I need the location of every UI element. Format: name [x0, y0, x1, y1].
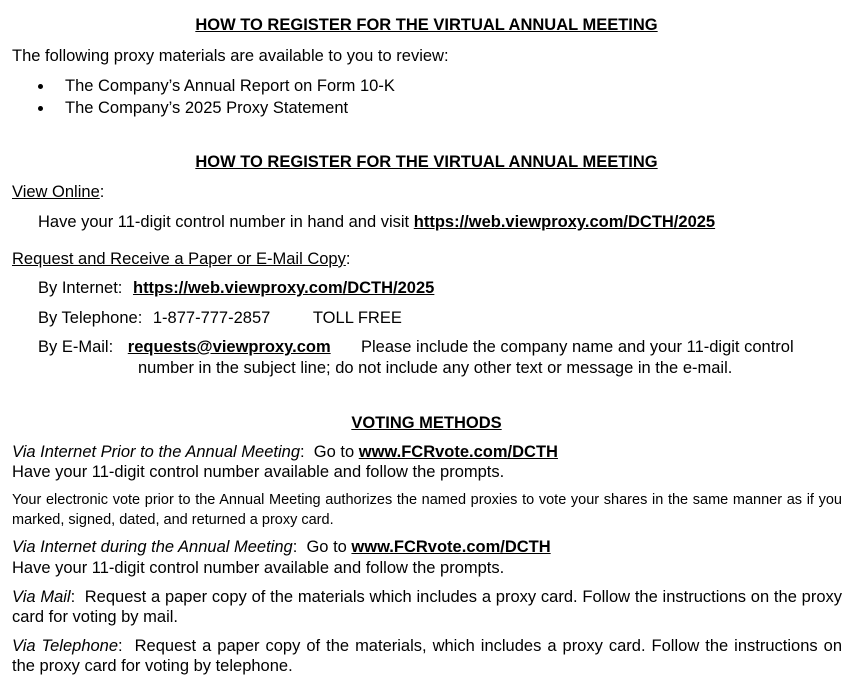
via-mail-label: Via Mail — [12, 588, 71, 606]
request-label: Request and Receive a Paper or E-Mail Copy — [12, 250, 346, 268]
via-internet-prior-label: Via Internet Prior to the Annual Meeting — [12, 443, 301, 461]
via-telephone-paragraph: Via Telephone: Request a paper copy of the materials, which includes a proxy card. Follow the instructions on the proxy card for voting by telephone. — [12, 637, 842, 675]
email-link[interactable]: requests@viewproxy.com — [127, 338, 331, 356]
view-online-label: View Online — [12, 183, 100, 201]
go-to-text: Go to — [313, 443, 355, 461]
bullet-icon — [38, 106, 43, 111]
via-internet-prior-text: Have your 11-digit control number available and follow the prompts. — [12, 463, 505, 481]
bullet-icon — [38, 84, 43, 89]
request-row: Request and Receive a Paper or E-Mail Copy: — [12, 250, 351, 268]
via-telephone-text: Request a paper copy of the materials, which includes a proxy card. Follow the instructions on the proxy card for voting by telephone. — [12, 637, 842, 675]
view-online-link[interactable]: https://web.viewproxy.com/DCTH/2025 — [413, 213, 716, 231]
view-online-text: Have your 11-digit control number in hand and visit — [38, 213, 410, 231]
section2-heading: HOW TO REGISTER FOR THE VIRTUAL ANNUAL MEETING — [195, 153, 658, 171]
internet-label: By Internet: — [38, 279, 123, 297]
telephone-number: 1-877-777-2857 — [152, 309, 271, 327]
internet-row — [38, 278, 434, 298]
list-item: The Company’s Annual Report on Form 10-K — [65, 77, 395, 95]
fcrvote-link[interactable]: www.FCRvote.com/DCTH — [351, 538, 551, 556]
intro-text: The following proxy materials are available to you to review: — [12, 47, 449, 65]
via-internet-during-label: Via Internet during the Annual Meeting — [12, 538, 293, 556]
email-label: By E-Mail: — [38, 338, 114, 356]
via-mail-paragraph: Via Mail: Request a paper copy of the materials which includes a proxy card. Follow the instructions on the proxy card for voting by mail. — [12, 588, 842, 626]
via-telephone-label: Via Telephone — [12, 637, 119, 655]
email-instruction-line1: Please include the company name and your 11-digit control — [361, 338, 794, 356]
view-online-row: View Online: — [12, 183, 105, 201]
view-online-instruction — [38, 212, 715, 232]
via-mail-text: Request a paper copy of the materials which includes a proxy card. Follow the instructions on the proxy card for voting by mail. — [12, 588, 842, 626]
toll-free-note: TOLL FREE — [312, 309, 402, 327]
email-row — [38, 337, 331, 357]
email-instruction-line2: number in the subject line; do not include any other text or message in the e-mail. — [138, 359, 733, 377]
fcrvote-link[interactable]: www.FCRvote.com/DCTH — [358, 443, 558, 461]
telephone-label: By Telephone: — [38, 309, 143, 327]
via-internet-during-text: Have your 11-digit control number available and follow the prompts. — [12, 559, 505, 577]
section1-heading: HOW TO REGISTER FOR THE VIRTUAL ANNUAL MEETING — [195, 16, 658, 34]
via-internet-prior-row: Via Internet Prior to the Annual Meeting: Go to www.FCRvote.com/DCTH — [12, 443, 558, 461]
electronic-vote-note: Your electronic vote prior to the Annual Meeting authorizes the named proxies to vote your shares in the same manner as if you marked, signed, dated, and returned a proxy card. — [12, 492, 842, 528]
go-to-text: Go to — [306, 538, 347, 556]
telephone-row — [38, 308, 402, 328]
internet-link[interactable]: https://web.viewproxy.com/DCTH/2025 — [132, 279, 435, 297]
voting-heading: VOTING METHODS — [351, 414, 502, 432]
list-item: The Company’s 2025 Proxy Statement — [65, 99, 349, 117]
via-internet-during-row: Via Internet during the Annual Meeting: Go to www.FCRvote.com/DCTH — [12, 538, 551, 556]
